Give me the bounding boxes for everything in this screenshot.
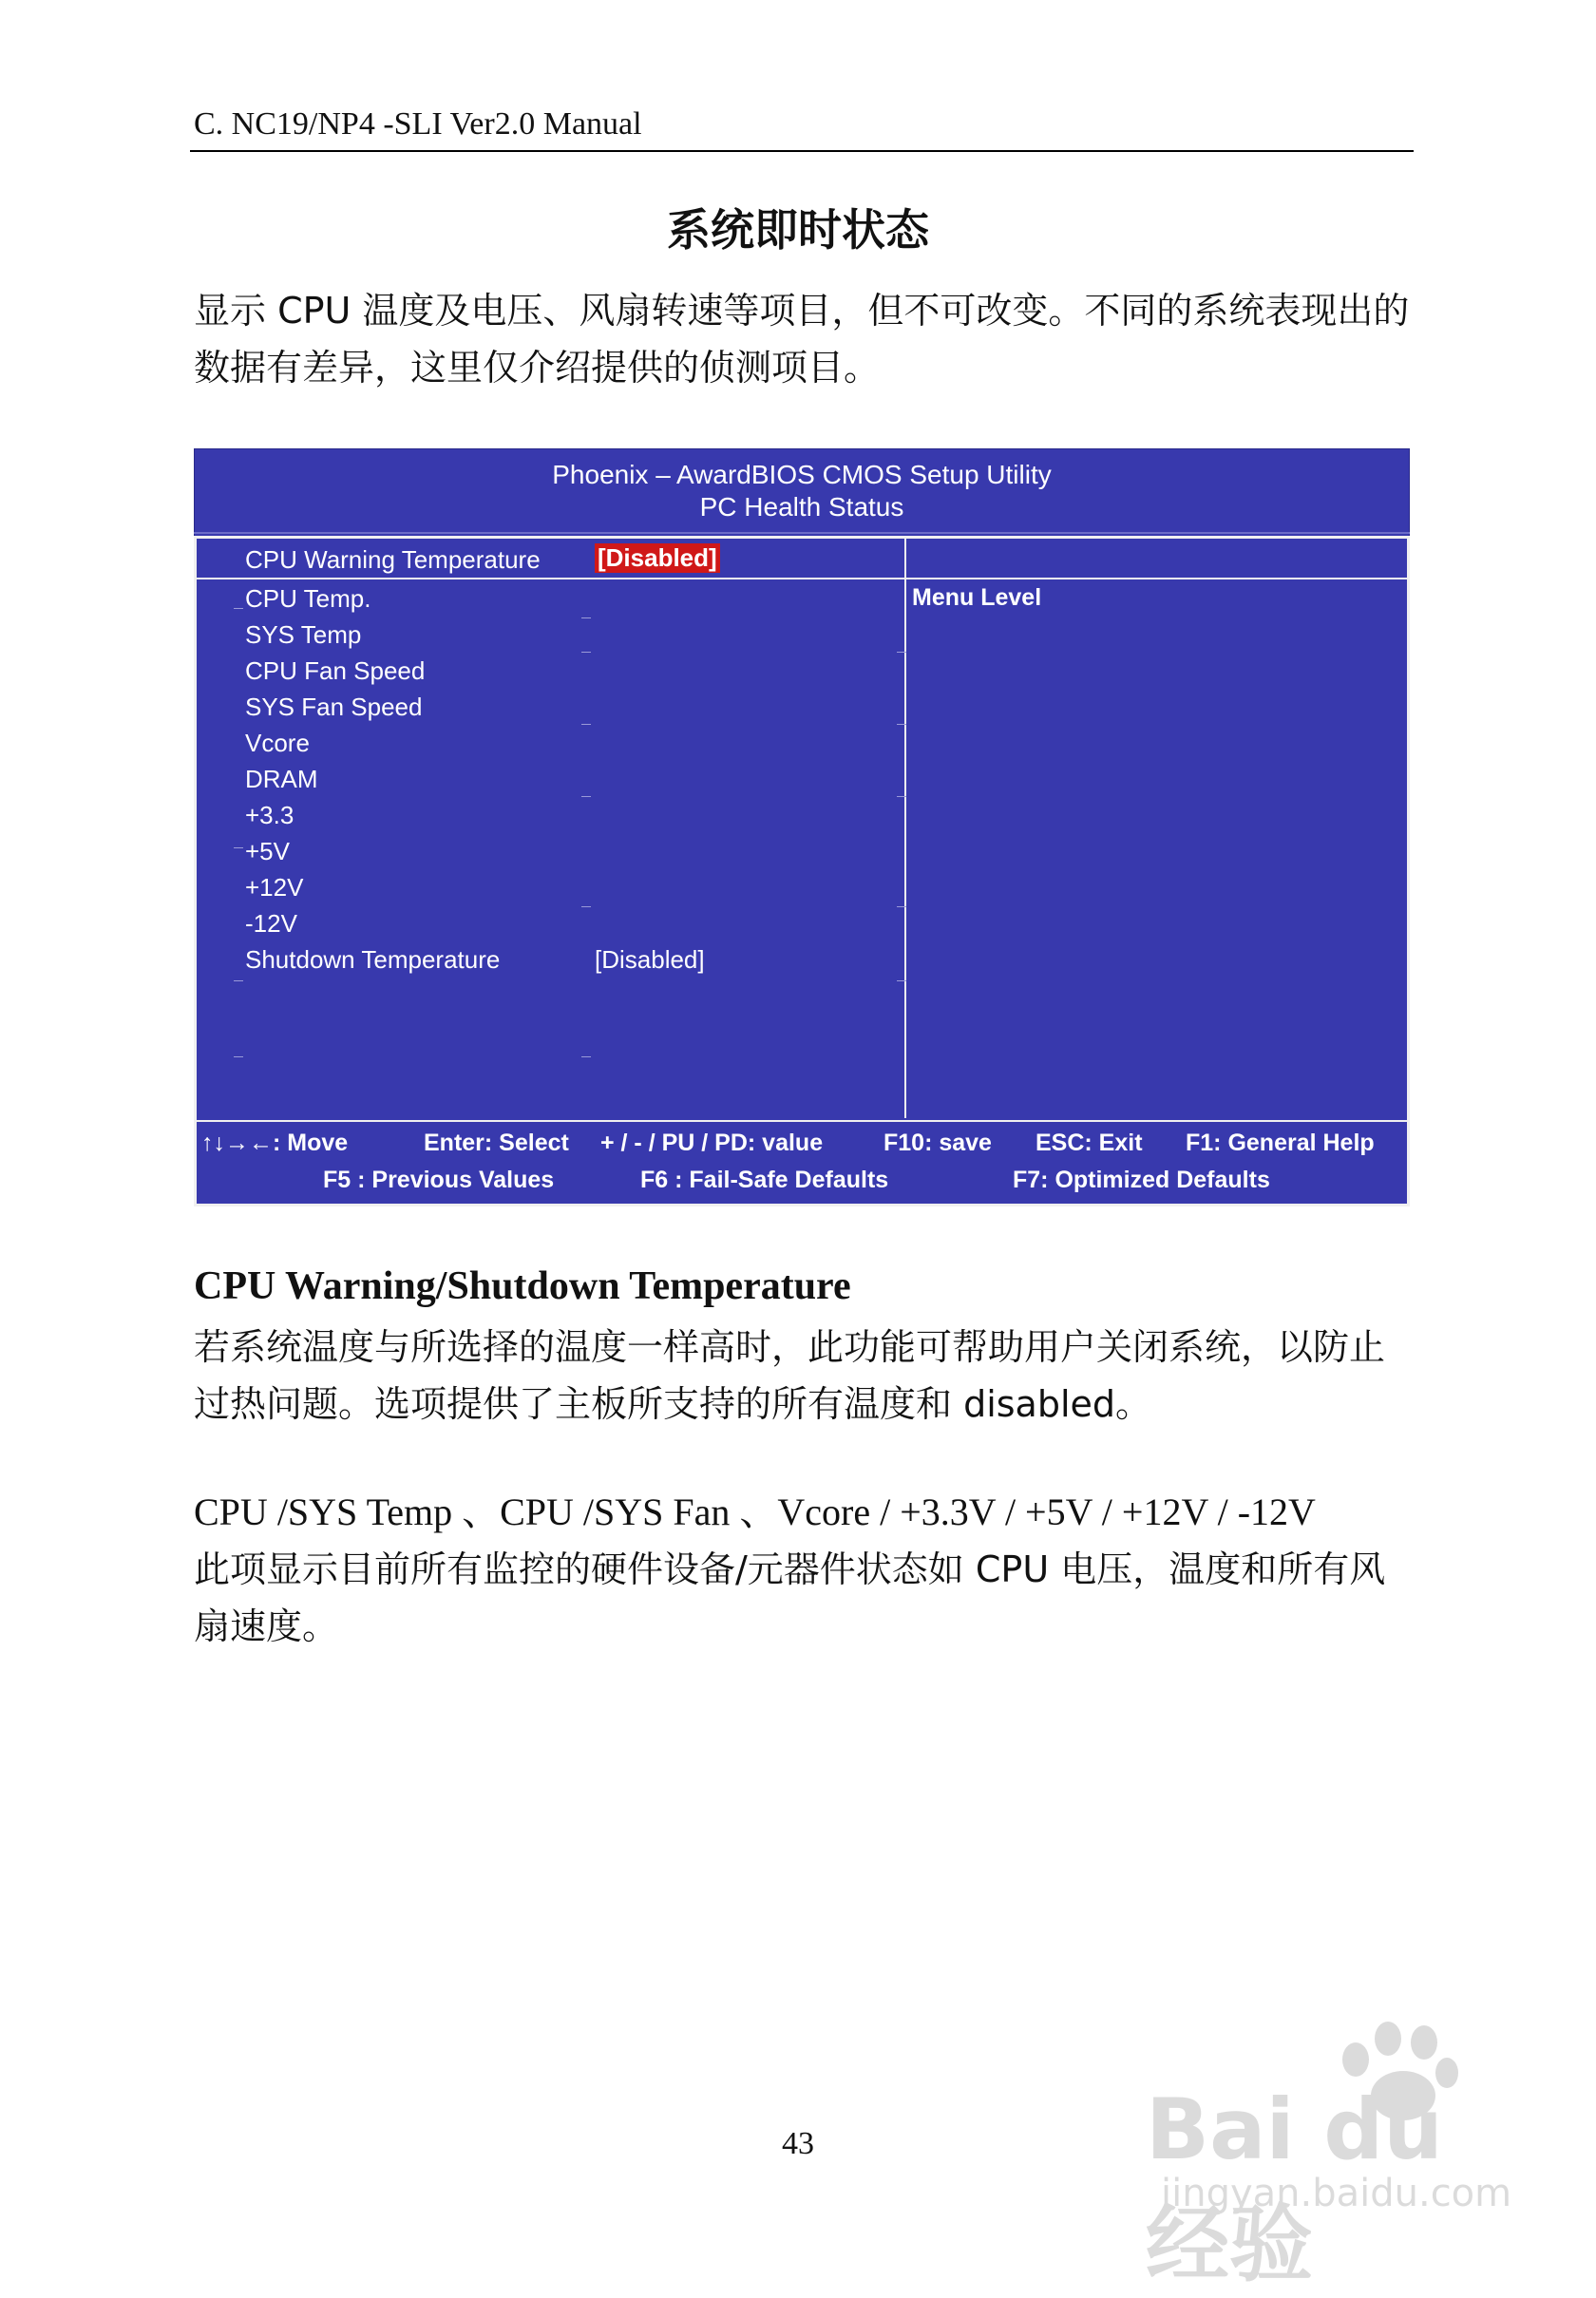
page-number: 43 [782,2126,814,2161]
bios-item-vcore: Vcore [245,729,310,757]
bios-item-sys-temp: SYS Temp [245,620,362,649]
footer-exit: ESC: Exit [1036,1130,1143,1156]
bios-value-shutdown-temp[interactable]: [Disabled] [595,945,705,974]
help-column-divider [904,539,906,1118]
bios-item-cpu-temp: CPU Temp. [245,584,371,613]
baidu-watermark [1130,2014,1530,2293]
watermark-url: jingyan.baidu.com [1161,2172,1512,2215]
title-divider [194,532,1410,534]
bios-screen [194,448,1410,1206]
watermark-logo: Bai du 经验 [1146,2080,1443,2293]
footer-previous: F5 : Previous Values [323,1167,555,1193]
footer-value: + / - / PU / PD: value [600,1130,824,1156]
bios-value-cpu-warning-temp[interactable]: [Disabled] [595,543,720,573]
footer-move: ↑↓→←: Move [201,1130,349,1156]
footer-save: F10: save [884,1130,992,1156]
bios-title: Phoenix – AwardBIOS CMOS Setup Utility [552,460,1052,489]
section-text-monitor-items: 此项显示目前所有监控的硬件设备/元器件状态如 CPU 电压，温度和所有风扇速度。 [194,1548,1386,1647]
bios-item-cpu-warning-temp[interactable]: CPU Warning Temperature [245,545,541,574]
footer-divider [194,1120,1410,1122]
header-rule [190,150,1414,152]
first-row-divider [194,578,1410,579]
footer-enter: Enter: Select [424,1130,569,1156]
bios-item-minus12v: -12V [245,909,297,938]
menu-level-label: Menu Level [912,584,1042,611]
bios-subtitle: PC Health Status [699,492,904,522]
page-header: C. NC19/NP4 -SLI Ver2.0 Manual [194,106,642,142]
bios-item-sys-fan-speed: SYS Fan Speed [245,693,423,721]
section-text-warning-temp: 若系统温度与所选择的温度一样高时，此功能可帮助用户关闭系统，以防止过热问题。选项提供了主板所支持的所有温度和 disabled。 [194,1326,1386,1425]
footer-optimized: F7: Optimized Defaults [1013,1167,1270,1193]
bios-item-shutdown-temp[interactable]: Shutdown Temperature [245,945,501,974]
section-heading-monitor-items: CPU /SYS Temp 、CPU /SYS Fan 、Vcore / +3.3V / +5V / +12V / -12V [194,1491,1316,1533]
section-heading-warning-temp: CPU Warning/Shutdown Temperature [194,1264,851,1308]
bios-item-cpu-fan-speed: CPU Fan Speed [245,656,426,685]
intro-paragraph: 显示 CPU 温度及电压、风扇转速等项目，但不可改变。不同的系统表现出的数据有差异，这里仅介绍提供的侦测项目。 [194,290,1410,389]
bios-frame [194,536,1410,1206]
footer-failsafe: F6 : Fail-Safe Defaults [640,1167,889,1193]
bios-item-5v: +5V [245,837,290,865]
bios-item-3v3: +3.3 [245,801,294,829]
footer-help: F1: General Help [1186,1130,1375,1156]
bios-item-dram: DRAM [245,765,318,793]
bios-item-12v: +12V [245,873,304,902]
page-title: 系统即时状态 [667,204,929,256]
